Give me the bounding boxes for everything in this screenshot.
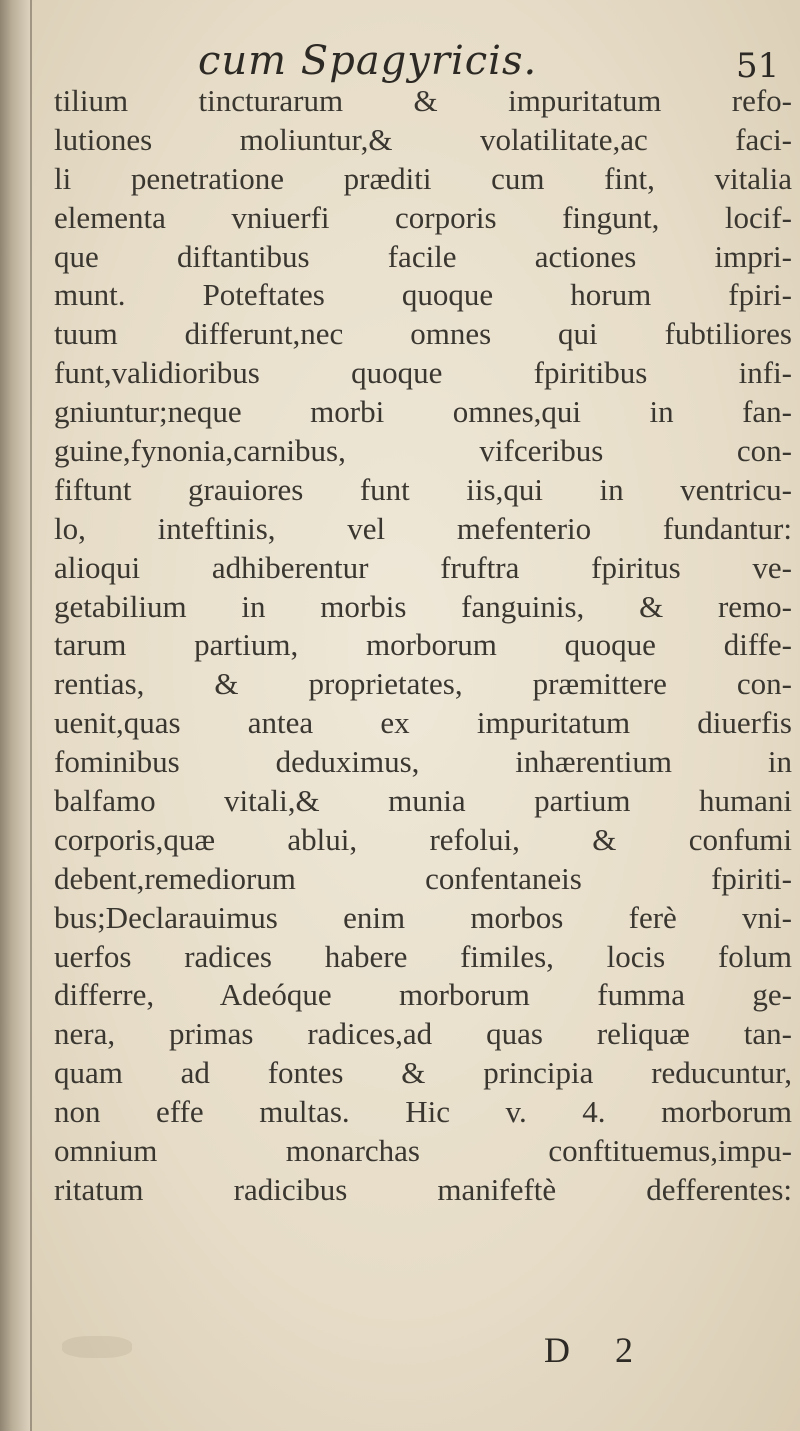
- text-line: li penetratione præditi cum fint, vitalia: [54, 160, 792, 196]
- text-line: rentias, & proprietates, præmittere con-: [54, 666, 792, 702]
- text-line: uenit,quas antea ex impuritatum diuerfis: [54, 705, 792, 741]
- running-head: cum Spagyricis.: [198, 38, 538, 84]
- text-line: munt. Poteftates quoque horum fpiri-: [54, 277, 792, 313]
- text-line: fiftunt grauiores funt iis,qui in ventricu-: [54, 471, 792, 507]
- text-line: uerfos radices habere fimiles, locis folum: [54, 938, 792, 974]
- text-line: debent,remediorum confentaneis fpiriti-: [54, 860, 792, 896]
- binding-edge: [30, 0, 32, 1431]
- text-line: tarum partium, morborum quoque diffe-: [54, 627, 792, 663]
- text-line: tuum differunt,nec omnes qui fubtiliores: [54, 316, 792, 352]
- body-text: [54, 82, 792, 1210]
- text-line: alioqui adhiberentur fruftra fpiritus ve-: [54, 549, 792, 585]
- text-line: quam ad fontes & principia reducuntur,: [54, 1055, 792, 1091]
- text-line: guine,fynonia,carnibus, vifceribus con-: [54, 433, 792, 469]
- text-line: elementa vniuerfi corporis fingunt, locif-: [54, 199, 792, 235]
- text-line: lo, inteftinis, vel mefenterio fundantur:: [54, 510, 792, 546]
- page-number: 51: [736, 46, 780, 86]
- text-line: funt,validioribus quoque fpiritibus infi-: [54, 355, 792, 391]
- book-gutter: [0, 0, 30, 1431]
- signature-mark: D 2: [544, 1330, 651, 1370]
- text-line: tilium tincturarum & impuritatum refo-: [54, 83, 792, 118]
- page-header: [0, 30, 800, 90]
- text-line: ritatum radicibus manifeftè defferentes:: [54, 1171, 792, 1207]
- text-line: que diftantibus facile actiones impri-: [54, 238, 792, 274]
- text-line: bus;Declarauimus enim morbos ferè vni-: [54, 899, 792, 935]
- text-line: differre, Adeóque morborum fumma ge-: [54, 977, 792, 1013]
- text-line: non effe multas. Hic v. 4. morborum: [54, 1094, 792, 1130]
- text-line: fominibus deduximus, inhærentium in: [54, 744, 792, 780]
- text-line: nera, primas radices,ad quas reliquæ tan-: [54, 1016, 792, 1052]
- text-line: gniuntur;neque morbi omnes,qui in fan-: [54, 394, 792, 430]
- text-line: omnium monarchas conftituemus,impu-: [54, 1133, 792, 1169]
- text-line: corporis,quæ ablui, refolui, & confumi: [54, 821, 792, 857]
- page-footer: [0, 1325, 800, 1375]
- text-line: balfamo vitali,& munia partium humani: [54, 783, 792, 819]
- text-line: lutiones moliuntur,& volatilitate,ac faci-: [54, 121, 792, 157]
- text-line: getabilium in morbis fanguinis, & remo-: [54, 588, 792, 624]
